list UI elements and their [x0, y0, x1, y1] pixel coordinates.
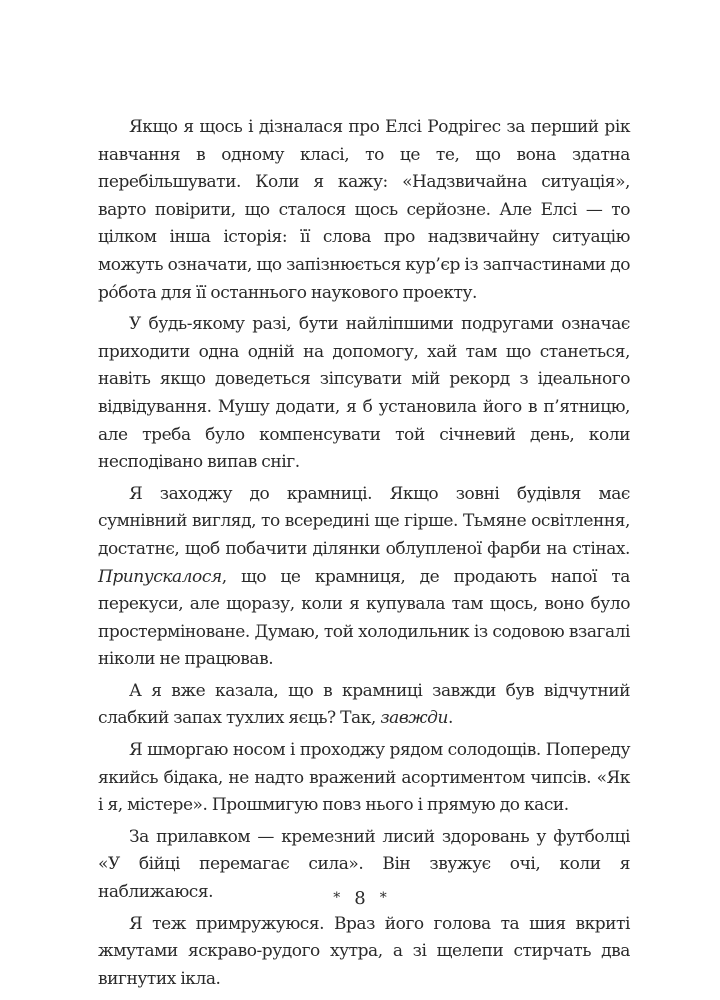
italic-text: завжди	[380, 708, 448, 729]
paragraph	[98, 678, 630, 733]
text-run: Я теж примружуюся. Враз його голова та шия вкриті жмутами яскраво-рудого хутра, а зі щелепи стирчать два вигнутих ікла.	[98, 913, 630, 989]
text-run: У будь-якому разі, бути найліпшими подругами означає приходити одна одній на допомогу, хай там що станеться, навіть якщо доведеться зіпсувати мій рекорд з ідеального відвідування. Мушу додати, я б установила його в п’ятницю, але треба було компенсувати той січневий день, коли несподівано випав сніг.	[98, 314, 630, 473]
text-run: Якщо я щось і дізналася про Елсі Родрігес за перший рік навчання в одному класі, то це те, що вона здатна перебільшувати. Коли я кажу: «Надзвичайна ситуація», варто повірити, що сталося щось серйозне. Але Елсі — то цілком інша історія: її слова про надзвичайну ситуацію можуть означати, що запізнюється кур’єр із запчастинами до рóбота для її останнього наукового проекту.	[98, 117, 630, 303]
page-footer	[0, 886, 720, 911]
paragraph	[98, 911, 630, 994]
ornament-right-icon: *	[379, 890, 387, 906]
text-run: За прилавком — кремезний лисий здоровань у футболці «У бійці перемагає сила». Він звужує очі, коли я наближаюся.	[98, 826, 630, 903]
paragraph	[98, 481, 630, 674]
text-run: Я заходжу до крамниці. Якщо зовні будівля має сумнівний вигляд, то всередині ще гірше. Тьмяне освітлення, достатнє, щоб побачити ділянки облупленої фарби на стінах.	[98, 483, 630, 559]
paragraph	[98, 737, 630, 820]
paragraph	[98, 114, 630, 307]
text-run: А я вже казала, що в крамниці завжди був відчутний слабкий запах тухлих яєць? Так,	[98, 680, 630, 729]
text-run: .	[447, 708, 453, 729]
book-page-text	[98, 114, 630, 993]
page-number: 8	[354, 888, 366, 909]
text-run: Я шморгаю носом і проходжу рядом солодощів. Попереду якийсь бідака, не надто вражений асортиментом чипсів. «Як і я, містере». Прошмигую повз нього і прямую до каси.	[98, 740, 630, 816]
text-run: , що це крамниця, де продають напої та перекуси, але щоразу, коли я купувала там щось, воно було простерміноване. Думаю, той холодильник із содовою взагалі ніколи не працював.	[98, 566, 630, 670]
ornament-left-icon: *	[333, 890, 341, 906]
paragraph	[98, 311, 630, 477]
italic-text: Припускалося	[98, 566, 222, 587]
